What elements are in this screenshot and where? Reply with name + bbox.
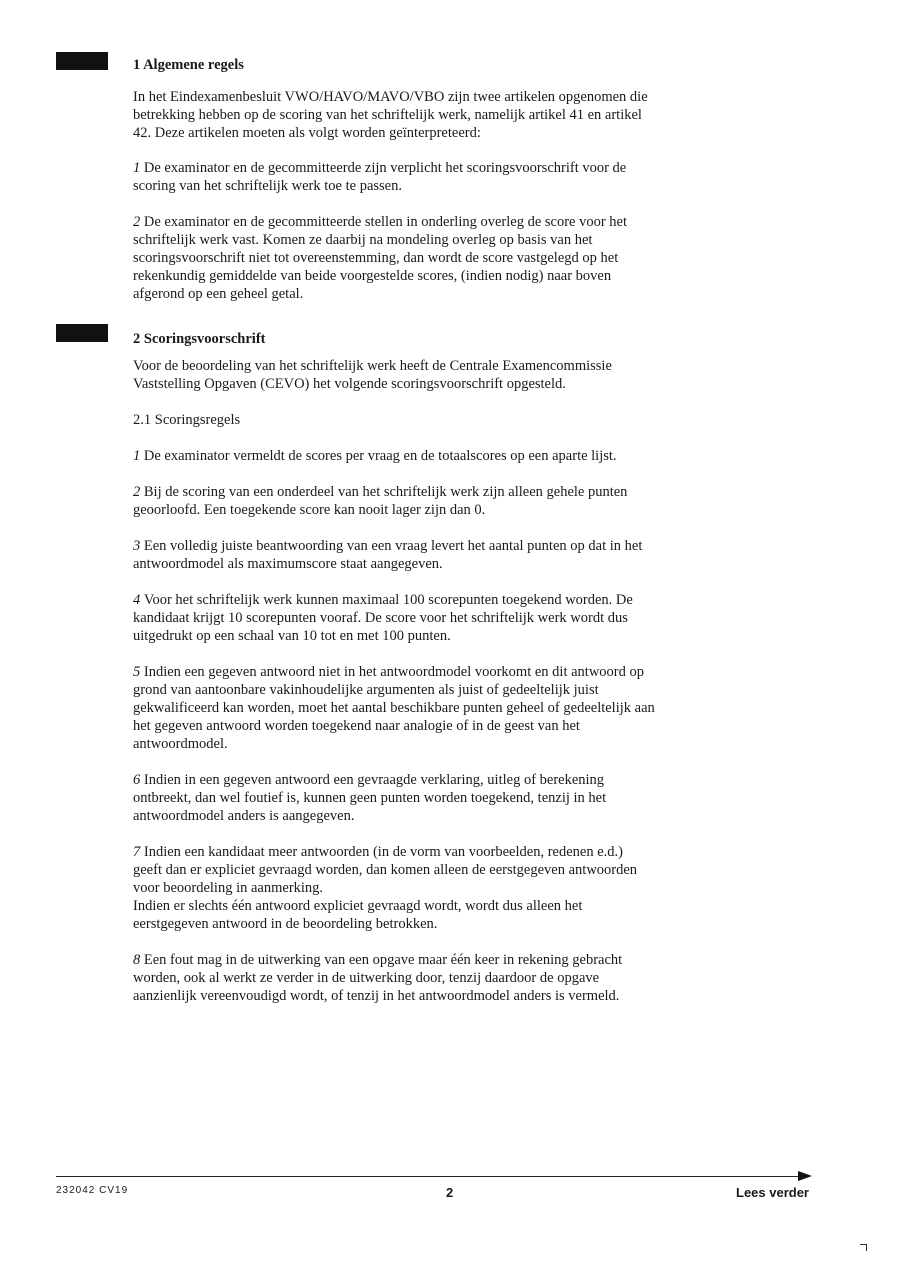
- rule-paragraph: [133, 448, 743, 466]
- paragraph-lines: [133, 89, 743, 143]
- text-line: 1 De examinator en de gecommitteerde zijn verplicht het scoringsvoorschrift voor de: [133, 160, 627, 176]
- rule-number: 4: [133, 592, 144, 608]
- text-line: scoringsvoorschrift niet tot overeenstemming, dan wordt de score vastgelegd op het: [133, 249, 619, 266]
- text-line: voor beoordeling in aanmerking.: [133, 879, 324, 896]
- corner-mark: [860, 1244, 867, 1251]
- text-line: 2 De examinator en de gecommitteerde stellen in onderling overleg de score voor het: [133, 214, 628, 230]
- section-marker: [56, 324, 108, 342]
- rule-number: 7: [133, 844, 144, 860]
- text-line: eerstgegeven antwoord in de beoordeling betrokken.: [133, 915, 438, 932]
- text-line: scoring van het schriftelijk werk toe te passen.: [133, 177, 402, 194]
- text-line: 42. Deze artikelen moeten als volgt worden geïnterpreteerd:: [133, 124, 481, 141]
- text-line: ontbreekt, dan wel foutief is, kunnen geen punten worden toegekend, tenzij in het: [133, 789, 607, 806]
- text-line: Voor de beoordeling van het schriftelijk werk heeft de Centrale Examencommissie: [133, 358, 612, 374]
- paragraph-lines: [133, 358, 743, 394]
- subsection-title: 2.1 Scoringsregels: [133, 412, 241, 428]
- text-line: grond van aantoonbare vakinhoudelijke argumenten als juist of gedeeltelijk juist: [133, 681, 599, 698]
- text-line: kandidaat krijgt 10 scorepunten vooraf. De score voor het schriftelijk werk wordt dus: [133, 609, 628, 626]
- rule-paragraph: [133, 160, 743, 196]
- text-line: antwoordmodel als maximumscore staat aangegeven.: [133, 555, 443, 572]
- paragraph-lines: [133, 538, 743, 574]
- text-line: uitgedrukt op een schaal van 10 tot en met 100 punten.: [133, 627, 451, 644]
- text-line: het gegeven antwoord worden toegekend naar analogie of in de geest van het: [133, 717, 580, 734]
- rule-paragraph: [133, 592, 743, 646]
- rule-paragraph: [133, 538, 743, 574]
- intro-paragraph: [133, 358, 743, 394]
- text-line: betrekking hebben op de scoring van het schriftelijk werk, namelijk artikel 41 en artikel: [133, 106, 642, 123]
- page-number: 2: [446, 1185, 454, 1200]
- paragraph-lines: [133, 664, 743, 754]
- rule-number: 6: [133, 772, 144, 788]
- paragraph-lines: [133, 160, 743, 196]
- intro-paragraph: [133, 89, 743, 143]
- text-line: 3 Een volledig juiste beantwoording van een vraag levert het aantal punten op dat in het: [133, 538, 643, 554]
- rule-number: 5: [133, 664, 144, 680]
- rule-paragraph: [133, 952, 743, 1006]
- text-line: Vaststelling Opgaven (CEVO) het volgende scoringsvoorschrift opgesteld.: [133, 375, 566, 392]
- rule-paragraph: [133, 214, 743, 304]
- text-line: 5 Indien een gegeven antwoord niet in het antwoordmodel voorkomt en dit antwoord op: [133, 664, 644, 680]
- text-line: 6 Indien in een gegeven antwoord een gevraagde verklaring, uitleg of berekening: [133, 772, 605, 788]
- text-line: antwoordmodel anders is aangegeven.: [133, 807, 355, 824]
- text-line: aanzienlijk vereenvoudigd wordt, of tenzij in het antwoordmodel anders is vermeld.: [133, 987, 620, 1004]
- text-line: antwoordmodel.: [133, 735, 228, 752]
- rule-number: 2: [133, 214, 144, 230]
- text-line: 2 Bij de scoring van een onderdeel van het schriftelijk werk zijn alleen gehele punten: [133, 484, 628, 500]
- text-line: Indien er slechts één antwoord expliciet gevraagd wordt, wordt dus alleen het: [133, 897, 583, 914]
- text-line: 8 Een fout mag in de uitwerking van een opgave maar één keer in rekening gebracht: [133, 952, 623, 968]
- rule-number: 3: [133, 538, 144, 554]
- rule-number: 1: [133, 448, 144, 464]
- paragraph-lines: [133, 844, 743, 934]
- paragraph-lines: [133, 952, 743, 1006]
- arrow-right-icon: [798, 1171, 812, 1181]
- text-line: 7 Indien een kandidaat meer antwoorden (in de vorm van voorbeelden, redenen e.d.): [133, 844, 623, 860]
- text-line: afgerond op een geheel getal.: [133, 285, 304, 302]
- text-line: In het Eindexamenbesluit VWO/HAVO/MAVO/VBO zijn twee artikelen opgenomen die: [133, 89, 648, 105]
- rule-paragraph: [133, 772, 743, 826]
- text-line: 4 Voor het schriftelijk werk kunnen maximaal 100 scorepunten toegekend worden. De: [133, 592, 633, 608]
- paragraph-lines: [133, 592, 743, 646]
- text-line: gekwalificeerd kan worden, moet het aantal beschikbare punten geheel of gedeeltelijk aan: [133, 699, 655, 716]
- section-marker: [56, 52, 108, 70]
- text-line: geoorloofd. Een toegekende score kan nooit lager zijn dan 0.: [133, 501, 486, 518]
- rule-number: 8: [133, 952, 144, 968]
- text-line: rekenkundig gemiddelde van beide voorgestelde scores, (indien nodig) naar boven: [133, 267, 612, 284]
- rule-paragraph: [133, 484, 743, 520]
- text-line: worden, ook al werkt ze verder in de uitwerking door, tenzij daardoor de opgave: [133, 969, 600, 986]
- rule-paragraph: [133, 844, 743, 934]
- paragraph-lines: [133, 448, 743, 466]
- text-line: schriftelijk werk vast. Komen ze daarbij na mondeling overleg op basis van het: [133, 231, 593, 248]
- section-heading: 2 Scoringsvoorschrift: [133, 331, 266, 347]
- paragraph-lines: [133, 484, 743, 520]
- rule-paragraph: [133, 664, 743, 754]
- document-code: 232042 CV19: [56, 1185, 129, 1196]
- rule-number: 1: [133, 160, 144, 176]
- text-line: 1 De examinator vermeldt de scores per vraag en de totaalscores op een aparte lijst.: [133, 448, 617, 464]
- continue-label: Lees verder: [736, 1185, 809, 1200]
- rule-number: 2: [133, 484, 144, 500]
- paragraph-lines: [133, 772, 743, 826]
- text-line: geeft dan er expliciet gevraagd worden, dan komen alleen de eerstgegeven antwoorden: [133, 861, 638, 878]
- paragraph-lines: [133, 214, 743, 304]
- footer-rule: [56, 1176, 802, 1177]
- section-heading: 1 Algemene regels: [133, 57, 244, 73]
